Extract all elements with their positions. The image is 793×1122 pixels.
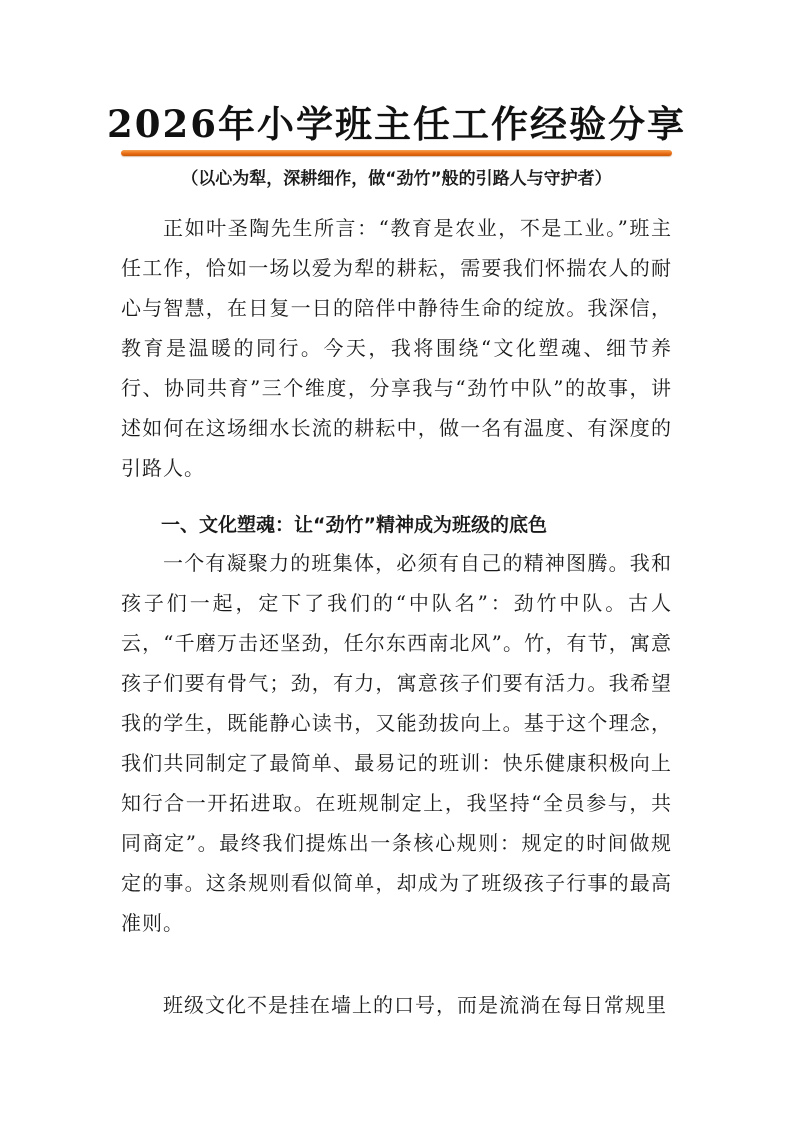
document-subtitle: （以心为犁，深耕细作，做“劲竹”般的引路人与守护者） xyxy=(181,169,612,189)
intro-paragraph: 正如叶圣陶先生所言：“教育是农业，不是工业。”班主任工作，恰如一场以爱为犁的耕耘，需要我们怀揣农人的耐心与智慧，在日复一日的陪伴中静待生命的绽放。我深信，教育是温暖的同行。今天，我将围绕“文化塑魂、细节养行、协同共育”三个维度，分享我与“劲竹中队”的故事，讲述如何在这场细水长流的耕耘中，做一名有温度、有深度的引路人。 xyxy=(121,216,672,480)
section-1-paragraph-2: 班级文化不是挂在墙上的口号，而是流淌在每日常规里 xyxy=(163,993,667,1017)
section-heading-1: 一、文化塑魂：让“劲竹”精神成为班级的底色 xyxy=(161,514,547,536)
document-title: 2026年小学班主任工作经验分享 xyxy=(107,102,686,146)
section-1-paragraph-1: 一个有凝聚力的班集体，必须有自己的精神图腾。我和孩子们一起，定下了我们的“中队名”：劲竹中队。古人云，“千磨万击还坚劲，任尔东西南北风”。竹，有节，寓意孩子们要有骨气；劲，有力，寓意孩子们要有活力。我希望我的学生，既能静心读书，又能劲拔向上。基于这个理念，我们共同制定了最简单、最易记的班训：快乐健康积极向上知行合一开拓进取。在班规制定上，我坚持“全员参与，共同商定”。最终我们提炼出一条核心规则：规定的时间做规定的事。这条规则看似简单，却成为了班级孩子行事的最高准则。 xyxy=(121,551,672,935)
title-underline-rule xyxy=(121,150,672,156)
